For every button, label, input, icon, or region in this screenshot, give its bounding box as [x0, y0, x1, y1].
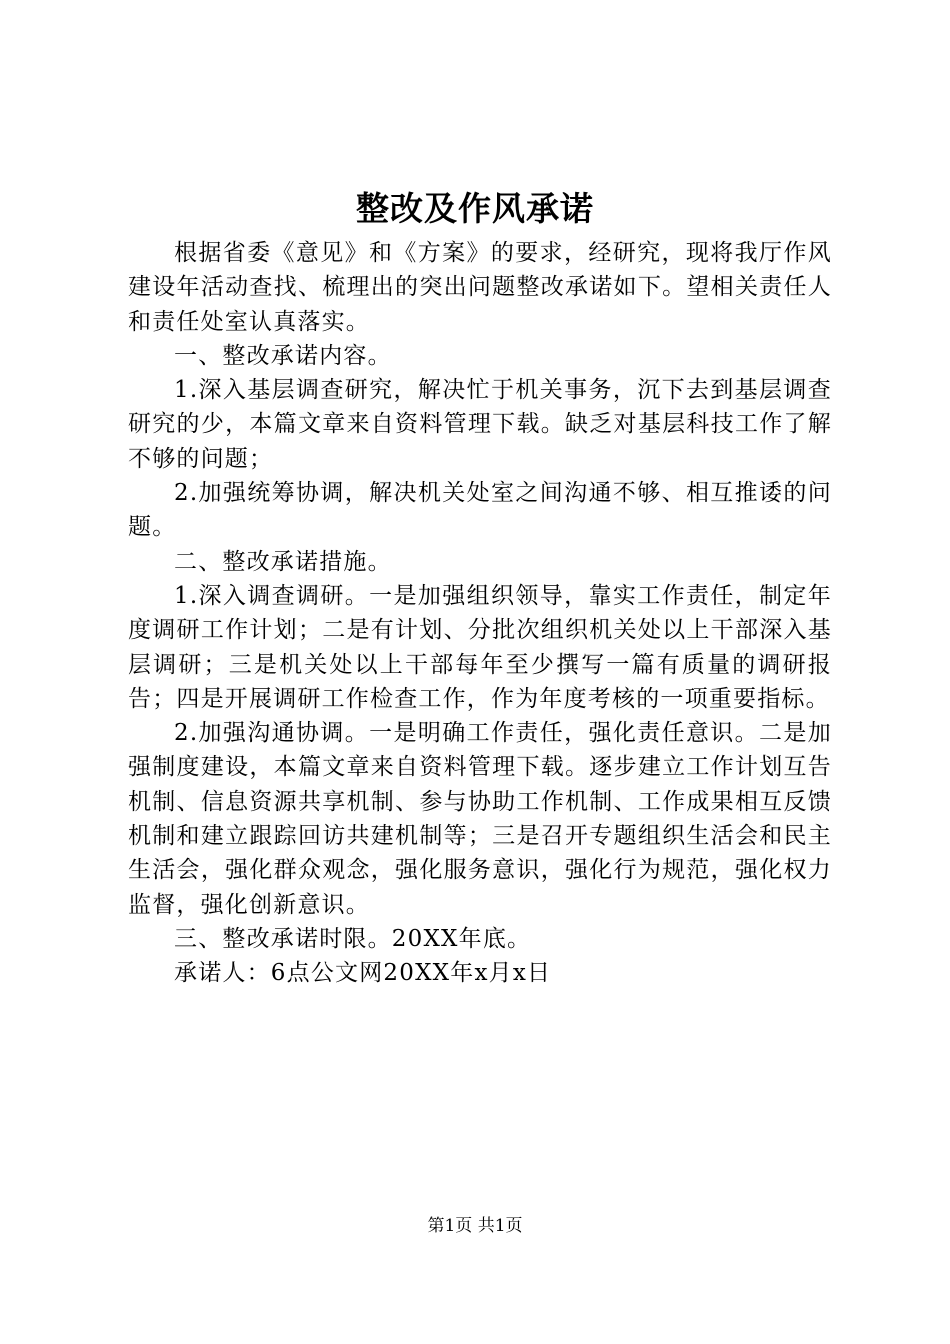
signature-line: 承诺人：6点公文网20XX年x月x日: [174, 960, 552, 987]
section-heading-content: 一、整改承诺内容。: [174, 342, 392, 369]
section-heading-measures: 二、整改承诺措施。: [174, 548, 392, 575]
section-heading-deadline: 三、整改承诺时限。20XX年底。: [174, 925, 532, 952]
document-body: [128, 236, 832, 991]
intro-paragraph: 根据省委《意见》和《方案》的要求，经研究，现将我厅作风建设年活动查找、梳理出的突出问题整改承诺如下。望相关责任人和责任处室认真落实。: [128, 240, 832, 335]
measure-item-2: 2.加强沟通协调。一是明确工作责任，强化责任意识。二是加强制度建设，本篇文章来自资料管理下载。逐步建立工作计划互告机制、信息资源共享机制、参与协助工作机制、工作成果相互反馈机制和建立跟踪回访共建机制等；三是召开专题组织生活会和民主生活会，强化群众观念，强化服务意识，强化行为规范，强化权力监督，强化创新意识。: [128, 720, 832, 918]
content-item-1: 1.深入基层调查研究，解决忙于机关事务，沉下去到基层调查研究的少，本篇文章来自资料管理下载。缺乏对基层科技工作了解不够的问题；: [128, 377, 832, 472]
content-item-2: 2.加强统筹协调，解决机关处室之间沟通不够、相互推诿的问题。: [128, 480, 832, 541]
measure-item-1: 1.深入调查调研。一是加强组织领导，靠实工作责任，制定年度调研工作计划；二是有计划、分批次组织机关处以上干部深入基层调研；三是机关处以上干部每年至少撰写一篇有质量的调研报告；四是开展调研工作检查工作，作为年度考核的一项重要指标。: [128, 582, 832, 712]
page-number-footer: 第1页 共1页: [427, 1216, 523, 1236]
document-title: 整改及作风承诺: [356, 189, 594, 228]
